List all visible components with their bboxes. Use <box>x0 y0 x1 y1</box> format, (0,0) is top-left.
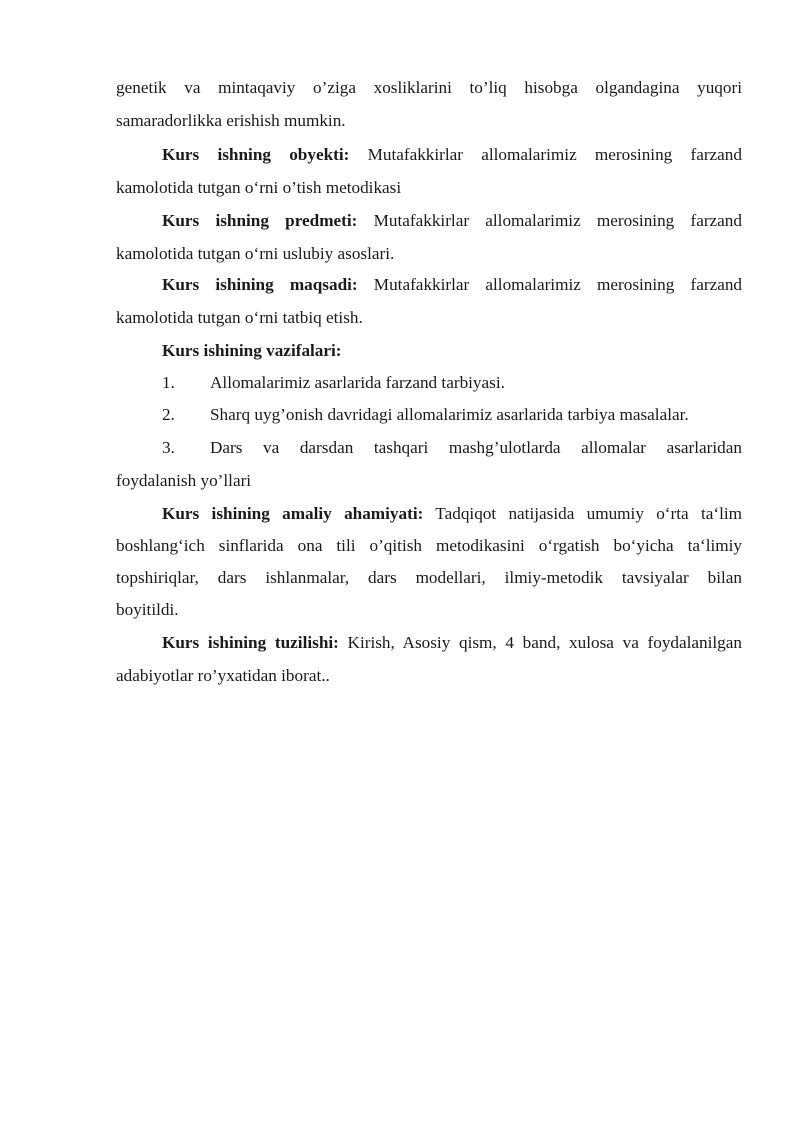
obyekt-line-2: kamolotida tutgan o‘rni o’tish metodikasi <box>116 178 402 197</box>
tuzilish-label: Kurs ishining tuzilishi: <box>162 633 339 652</box>
obyekt-text: Mutafakkirlar allomalarimiz merosining farzand <box>349 145 742 164</box>
tuzilish-paragraph <box>162 632 742 654</box>
maqsad-line-2: kamolotida tutgan o‘rni tatbiq etish. <box>116 308 363 327</box>
intro-line-1: genetik va mintaqaviy o’ziga xosliklarini to’liq hisobga olgandagina yuqori <box>116 78 742 97</box>
predmet-label: Kurs ishning predmeti: <box>162 211 358 230</box>
ahamiyat-paragraph <box>162 503 742 525</box>
maqsad-label: Kurs ishining maqsadi: <box>162 275 358 294</box>
ahamiyat-line-3: topshiriqlar, dars ishlanmalar, dars modellari, ilmiy-metodik tavsiyalar bilan <box>116 568 742 587</box>
ahamiyat-text: Tadqiqot natijasida umumiy o‘rta ta‘lim <box>423 504 742 523</box>
tuzilish-line-2: adabiyotlar ro’yxatidan iborat.. <box>116 666 330 685</box>
vazifa-1-text: Allomalarimiz asarlarida farzand tarbiyasi. <box>210 373 505 392</box>
vazifalar-heading: Kurs ishining vazifalari: <box>162 341 342 360</box>
vazifa-2-number: 2. <box>162 405 175 424</box>
vazifa-1-number: 1. <box>162 373 175 392</box>
ahamiyat-line-2: boshlang‘ich sinflarida ona tili o’qitish metodikasini o‘rgatish bo‘yicha ta‘limiy <box>116 536 742 555</box>
vazifa-3-text: Dars va darsdan tashqari mashg’ulotlarda allomalar asarlaridan <box>210 438 742 457</box>
obyekt-label: Kurs ishning obyekti: <box>162 145 350 164</box>
vazifa-3-continuation: foydalanish yo’llari <box>116 471 252 490</box>
ahamiyat-label: Kurs ishining amaliy ahamiyati: <box>162 504 424 523</box>
intro-line-2: samaradorlikka erishish mumkin. <box>116 111 346 130</box>
vazifa-3-number: 3. <box>162 438 175 457</box>
predmet-text: Mutafakkirlar allomalarimiz merosining farzand <box>357 211 742 230</box>
vazifa-2-text: Sharq uyg’onish davridagi allomalarimiz asarlarida tarbiya masalalar. <box>210 405 689 424</box>
maqsad-paragraph <box>162 274 742 296</box>
obyekt-paragraph <box>162 144 742 166</box>
maqsad-text: Mutafakkirlar allomalarimiz merosining farzand <box>357 275 743 294</box>
predmet-paragraph <box>162 210 742 232</box>
predmet-line-2: kamolotida tutgan o‘rni uslubiy asoslari. <box>116 244 395 263</box>
tuzilish-text: Kirish, Asosiy qism, 4 band, xulosa va foydalanilgan <box>338 633 742 652</box>
ahamiyat-line-4: boyitildi. <box>116 600 179 619</box>
